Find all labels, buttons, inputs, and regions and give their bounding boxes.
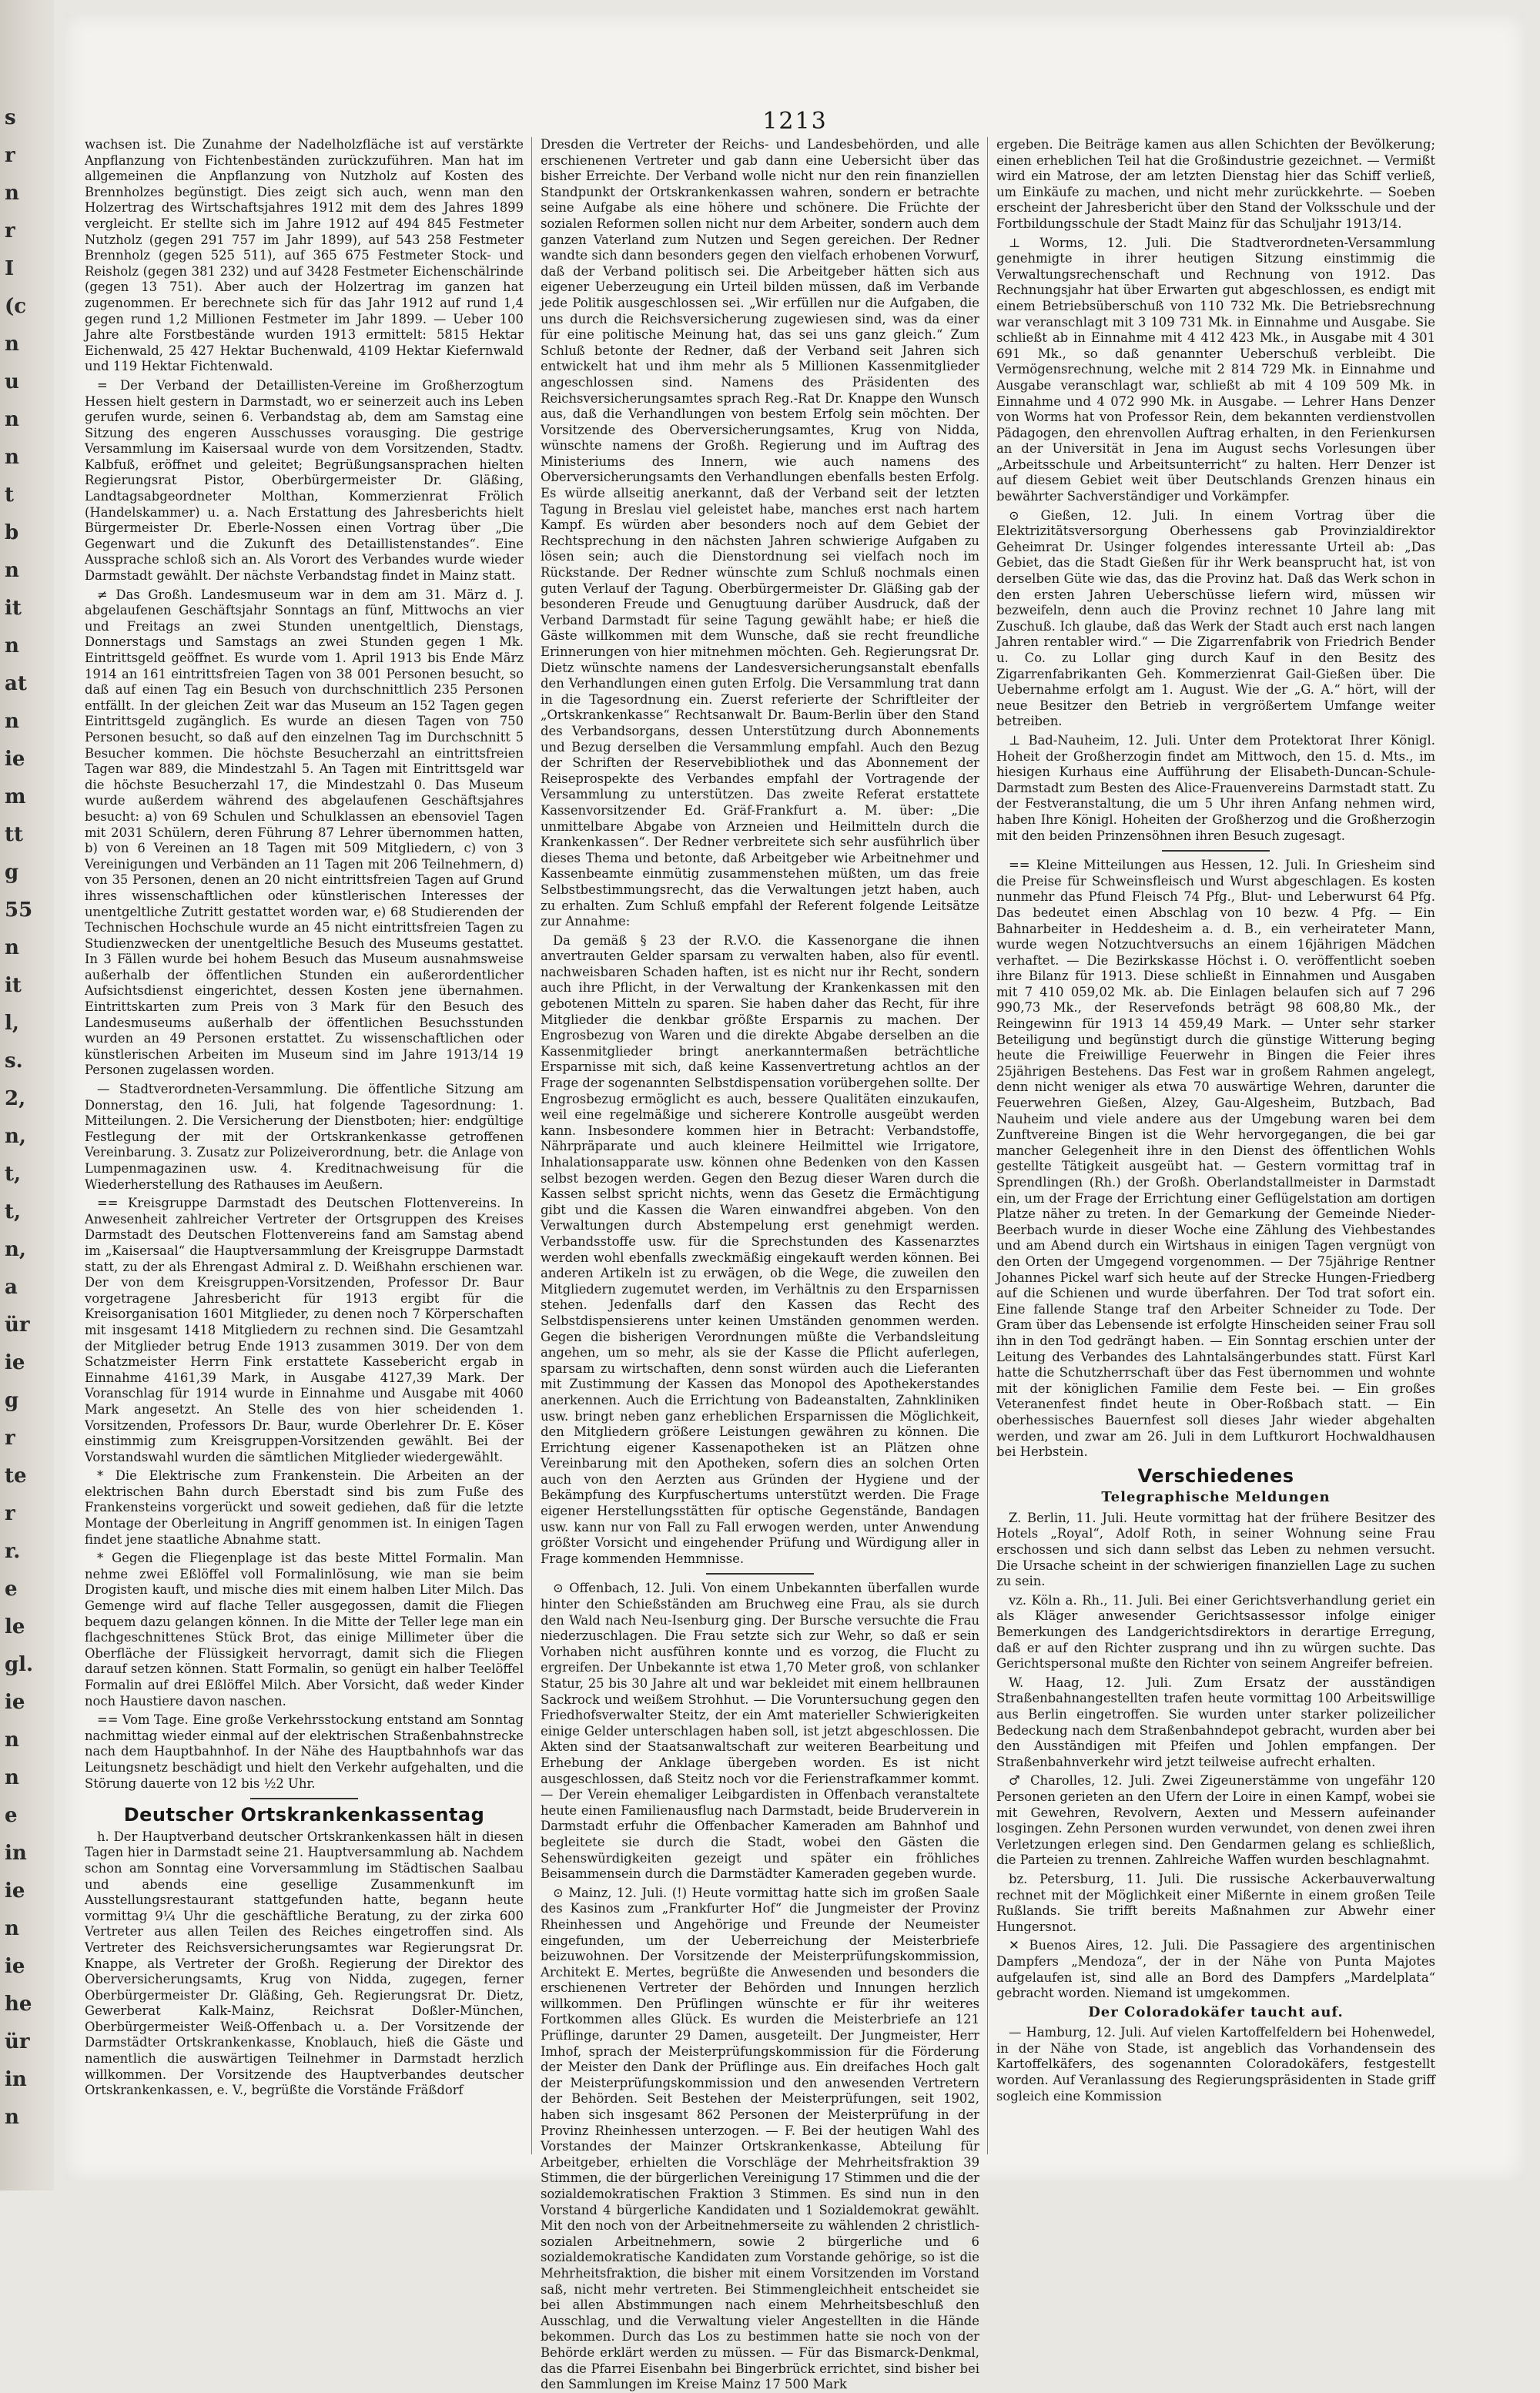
adjacent-page-fragment: n: [5, 936, 19, 959]
section-heading: Verschiedenes: [1137, 1464, 1294, 1487]
adjacent-page-fragment: g: [5, 1389, 19, 1412]
adjacent-page-fragment: n: [5, 408, 19, 431]
adjacent-page-fragment: s.: [5, 1049, 23, 1073]
article-paragraph: ⊥ Worms, 12. Juli. Die Stadtverordneten-Versammlung genehmigte in ihrer heutigen Sitzung einstimmig die Verwaltungsrechenschaft und Rechnung von 1912. Das Rechnungsjahr hat über Erwarten gut abgeschlossen, es endigt mit einem Betriebsüberschuß von 110 732 Mk. Die Betriebsrechnung war veranschlagt mit 3 109 731 Mk. in Einnahme und Ausgabe. Sie schließt ab in Einnahme mit 4 412 423 Mk., in Ausgabe mit 4 301 691 Mk., so daß genannter Ueberschuß verbleibt. Die Vermögensrechnung, welche mit 2 814 729 Mk. in Einnahme und Ausgabe veranschlagt war, schließt ab mit 4 109 509 Mk. in Einnahme und 4 072 990 Mk. in Ausgabe. — Lehrer Hans Denzer von Worms hat von Professor Rein, dem bekannten verdienstvollen Pädagogen, den ehrenvollen Auftrag erhalten, in den Ferienkursen an der Universität in Jena im August sechs Vorlesungen über „Arbeitsschule und Arbeitsunterricht“ zu halten. Herr Denzer ist auf diesem Gebiet weit über Deutschlands Grenzen hinaus ein bewährter Sachverständiger und Vorkämpfer.: [996, 235, 1435, 504]
adjacent-page-fragment: n: [5, 1917, 19, 1940]
adjacent-page-fragment: tt: [5, 823, 24, 846]
article-paragraph: Da gemäß § 23 der R.V.O. die Kassenorgane die ihnen anvertrauten Gelder sparsam zu verwalten haben, also für eventl. nachweisbaren Schaden haften, ist es nicht nur ihr Recht, sondern auch ihre Pflicht, in der Verwaltung der Krankenkassen mit den gebotenen Mitteln zu sparen. Sie haben daher das Recht, für ihre Mitglieder die denkbar größte Ersparnis zu machen. Der Engrosbezug von Waren und die direkte Abgabe derselben an die Kassenmitglieder bringt anerkanntermaßen beträchtliche Ersparnisse mit sich, daß keine Kassenvertretung achtlos an der Frage der sogenannten Selbstdispensation vorübergehen sollte. Der Engrosbezug ermöglicht es auch, bessere Qualitäten einzukaufen, weil eine regelmäßige und sicherere Kontrolle ausgeübt werden kann. Insbesondere kommen hier in Betracht: Verbandstoffe, Nährpräparate und auch kleinere Heilmittel wie Irrigatore, Inhalationsapparate usw. können ohne Bedenken von den Kassen selbst bezogen werden. Gegen den Bezug dieser Waren durch die Kassen selbst spricht nichts, wenn das Gesetz die Ermächtigung gibt und die Kassen die Waren einwandfrei abgeben. Von den Verwaltungen durch Abstempelung erst genehmigt werden. Verbandsstoffe usw. für die Sprechstunden des Kassenarztes werden wohl ebenfalls zweckmäßig eingekauft werden können. Bei anderen Artikeln ist zu erwägen, ob die Wege, die zuweilen den Mitgliedern zugemutet werden, im Verhältnis zu den Ersparnissen stehen. Jedenfalls darf den Kassen das Recht des Selbstdispensierens unter keinen Umständen genommen werden. Gegen die bisherigen Verordnungen müßte die Verbandsleitung angehen, um so mehr, als sie der Kasse die Pflicht auferlegen, sparsam zu wirtschaften, denn sonst würden auch die Lieferanten mit Zustimmung der Kassen das Monopol des Apothekerstandes anerkennen. Auch die Errichtung von Badeanstalten, Zahnkliniken usw. bringt neben ganz erheblichen Ersparnissen die Möglichkeit, den Mitgliedern größere Leistungen gewähren zu können. Die Errichtung eigener Kassenapotheken ist an Plätzen ohne Vereinbarung mit den Apotheken, sofern dies an solchen Orten auch von den Aerzten aus Gründen der Hygiene und der Bekämpfung des Kurpfuschertums unterstützt werden. Die Frage eigener Herstellungsstätten für optische Gegenstände, Bandagen usw. kann nur von Fall zu Fall erwogen werden, unter Anwendung größter Vorsicht und eingehender Prüfung und Würdigung aller in Frage kommenden Hemmnisse.: [541, 932, 979, 1566]
adjacent-page-fragment: le: [5, 1615, 25, 1638]
adjacent-page-fragment: e: [5, 1578, 18, 1601]
page-number: 1213: [762, 108, 828, 135]
article-paragraph: ⊙ Offenbach, 12. Juli. Von einem Unbekannten überfallen wurde hinter den Schießständen am Bruchweg eine Frau, als sie durch den Wald nach Neu-Isenburg ging. Der Bursche versuchte die Frau niederzuschlagen. Die Frau setzte sich zur Wehr, so daß er sein Vorhaben nicht ausführen konnte und es vorzog, die Flucht zu ergreifen. Der Unbekannte ist etwa 1,70 Meter groß, von schlanker Statur, 25 bis 30 Jahre alt und war bekleidet mit einem hellbraunen Sackrock und weißem Strohhut. — Die Voruntersuchung gegen den Friedhofsverwalter Steitz, der ein Amt materieller Schwierigkeiten einige Gelder unterschlagen haben soll, ist jetzt abgeschlossen. Die Akten sind der Staatsanwaltschaft zur weiteren Bearbeitung und Erhebung der Anklage übergeben worden. Es ist nicht ausgeschlossen, daß Steitz noch vor die Ferienstrafkammer kommt. — Der Verein ehemaliger Leibgardisten in Offenbach veranstaltete heute einen Familienausflug nach Darmstadt, beide Bruderverein in Darmstadt erfuhr die Offenbacher Kameraden am Bahnhof und begleitete sie durch die Stadt, wobei den Gästen die Sehenswürdigkeiten gezeigt und später ein fröhliches Beisammensein durch die Darmstädter Kameraden gegeben wurde.: [541, 1581, 979, 1882]
adjacent-page-fragment: n,: [5, 1238, 26, 1261]
adjacent-page-fragment: a: [5, 1276, 18, 1299]
article-paragraph: = Der Verband der Detaillisten-Vereine im Großherzogtum Hessen hielt gestern in Darmstadt, wo er seinerzeit auch ins Leben gerufen wurde, seinen 6. Verbandstag ab, dem am Samstag eine Sitzung des engeren Ausschusses vorausging. Die gestrige Versammlung im Kaisersaal wurde von dem Vorsitzenden, Stadtv. Kalbfuß, eröffnet und geleitet; Begrüßungsansprachen hielten Regierungsrat Pistor, Oberbürgermeister Dr. Gläßing, Landtagsabgeordneter Molthan, Kommerzienrat Frölich (Handelskammer) u. a. Nach Erstattung des Jahresberichts hielt Bürgermeister Dr. Eberle-Nossen einen Vortrag über „Die Gegenwart und die Zukunft des Detaillistenstandes“. Eine Aussprache schloß sich an. Als Vorort des Verbandes wurde wieder Darmstadt gewählt. Der nächste Verbandstag findet in Mainz statt.: [85, 377, 524, 584]
adjacent-page-fragment: t,: [5, 1200, 22, 1223]
section-divider: [1162, 850, 1270, 852]
adjacent-page-fragment: n: [5, 710, 19, 733]
adjacent-page-fragment: e: [5, 1804, 18, 1827]
adjacent-page-fragment: n: [5, 1766, 19, 1789]
article-paragraph: Z. Berlin, 11. Juli. Heute vormittag hat der frühere Besitzer des Hotels „Royal“, Adolf Roth, in seiner Wohnung seine Frau erschossen und sich dann selbst das Leben zu nehmen versucht. Die Ursache scheint in der schwierigen finanziellen Lage zu suchen zu sein.: [996, 1510, 1435, 1589]
article-paragraph: ✕ Buenos Aires, 12. Juli. Die Passagiere des argentinischen Dampfers „Mendoza“, der in der Nähe von Punta Majotes aufgelaufen ist, sind alle an Bord des Dampfers „Mardelplata“ gebracht worden. Niemand ist umgekommen.: [996, 1938, 1435, 2001]
article-paragraph: == Kreisgruppe Darmstadt des Deutschen Flottenvereins. In Anwesenheit zahlreicher Vertreter der Ortsgruppen des Kreises Darmstadt des Deutschen Flottenvereins fand am Samstag abend im „Kaisersaal“ die Hauptversammlung der Kreisgruppe Darmstadt statt, zu der als Ehrengast Admiral z. D. Weißhahn erschienen war. Der von dem Kreisgruppen-Vorsitzenden, Professor Dr. Baur vorgetragene Jahresbericht für 1913 ergibt für die Kreisorganisation 1601 Mitglieder, zu denen noch 7 Körperschaften mit insgesamt 1418 Mitgliedern zu rechnen sind. Die Gesamtzahl der Mitglieder betrug Ende 1913 zusammen 3019. Der von dem Schatzmeister Herrn Fink erstattete Kassebericht ergab in Einnahme 4161,39 Mark, in Ausgabe 4127,39 Mark. Der Voranschlag für 1914 wurde in Einnahme und Ausgabe mit 4060 Mark angesetzt. An Stelle des von hier scheidenden 1. Vorsitzenden, Professors Dr. Baur, wurde Oberlehrer Dr. E. Köser einstimmig zum Kreisgruppen-Vorsitzenden gewählt. Bei der Vorstandswahl wurden die sämtlichen Mitglieder wiedergewählt.: [85, 1196, 524, 1464]
adjacent-page-fragment: 55: [5, 899, 33, 922]
adjacent-page-fragment: it: [5, 974, 22, 997]
article-paragraph: ≠ Das Großh. Landesmuseum war in dem am 31. März d. J. abgelaufenen Geschäftsjahr Sonntags an fünf, Mittwochs an vier und Freitags an zwei Stunden unentgeltlich, Dienstags, Donnerstags und Samstags an zwei Stunden gegen 1 Mk. Eintrittsgeld geöffnet. Es wurde vom 1. April 1913 bis Ende März 1914 an 161 eintrittsfreien Tagen von 38 001 Personen besucht, so daß auf einen Tag ein Besuch von durchschnittlich 235 Personen entfällt. In der gleichen Zeit war das Museum an 152 Tagen gegen Eintrittsgeld zugänglich. Es wurde an diesen Tagen von 750 Personen besucht, so daß auf den einzelnen Tag im Durchschnitt 5 Besucher kommen. Die höchste Besucherzahl an eintrittsfreien Tagen war 889, die Mindestzahl 5. An Tagen mit Eintrittsgeld war die höchste Besucherzahl 17, die Mindestzahl 0. Das Museum wurde außerdem während des abgelaufenen Geschäftsjahres besucht: a) von 69 Schulen und Schulklassen an ebensoviel Tagen mit 2031 Schülern, deren Führung 87 Lehrer übernommen hatten, b) von 6 Vereinen an 18 Tagen mit 509 Mitgliedern, c) von 3 Vereinigungen und Verbänden an 11 Tagen mit 206 Teilnehmern, d) von 35 Personen, denen an 20 nicht eintrittsfreien Tagen auf Grund ihres wissenschaftlichen oder künstlerischen Interesses der unentgeltliche Zutritt gestattet worden war, e) 68 Studierenden der Technischen Hochschule wurde an 45 nicht eintrittsfreien Tagen zu Studienzwecken der unentgeltliche Besuch des Museums gestattet. In 3 Fällen wurde bei hohem Besuch das Museum ausnahmsweise außerhalb der öffentlichen Stunden ein außerordentlicher Aufsichtsdienst eingerichtet, dessen Kosten jene übernahmen. Eintrittskarten zum Preis von 3 Mark für den Besuch des Landesmuseums außerhalb der öffentlichen Besuchsstunden wurden an 49 Personen erstattet. Zu wissenschaftlichen oder künstlerischen Arbeiten im Museum sind im Jahre 1913/14 19 Personen zugelassen worden.: [85, 587, 524, 1078]
article-paragraph: ⊙ Mainz, 12. Juli. (!) Heute vormittag hatte sich im großen Saale des Kasinos zum „Frankfurter Hof“ die Jungmeister der Provinz Rheinhessen und Angehörige und Freunde der Neumeister eingefunden, um der Ueberreichung der Meisterbriefe beizuwohnen. Der Vorsitzende der Meisterprüfungskommission, Architekt E. Mertes, begrüßte die Anwesenden und besonders die erschienenen Vertreter der Behörden und Innungen herzlich willkommen. Den Prüflingen wünschte er für ihr weiteres Fortkommen alles Glück. Es wurden die Meisterbriefe an 121 Prüflinge, darunter 29 Damen, ausgeteilt. Der Jungmeister, Herr Imhof, sprach der Meisterprüfungskommission für die Förderung der Meister den Dank der Prüflinge aus. Ein dreifaches Hoch galt der Meisterprüfungskommission und den anwesenden Vertretern der Behörden. Seit Bestehen der Meisterprüfungen, seit 1902, haben sich insgesamt 862 Personen der Meisterprüfung in der Provinz Rheinhessen unterzogen. — F. Bei der heutigen Wahl des Vorstandes der Mainzer Ortskrankenkasse, Abteilung für Arbeitgeber, erhielten die Vorschläge der Mehrheitsfraktion 39 Stimmen, die der bürgerlichen Vereinigung 17 Stimmen und die der sozialdemokratischen Fraktion 3 Stimmen. Es sind nun in den Vorstand 4 bürgerliche Kandidaten und 1 Sozialdemokrat gewählt. Mit den noch von der Arbeitnehmerseite zu wählenden 2 christlich-sozialen Arbeitnehmern, sowie 2 bürgerliche und 6 sozialdemokratische Kandidaten zum Vorstande gehörige, so ist die Mehrheitsfraktion, die bisher mit einem Vorsitzenden im Vorstand saß, nicht mehr vertreten. Bei Stimmengleichheit entscheidet sie bei allen Abstimmungen nach einem Mehrheitsbeschluß den Ausschlag, und die Verwaltung vieler Angestellten in die Hände bekommen. Durch das Los zu bestimmen hatte sie noch von der Behörde erklärt werden zu müssen. — Für das Bismarck-Denkmal, das die Pfarrei Eisenbahn bei Bingerbrück errichtet, sind bisher bei den Sammlungen im Kreise Mainz 17 500 Mark: [541, 1885, 979, 2392]
adjacent-page-fragment: n: [5, 333, 19, 356]
article-paragraph: * Die Elektrische zum Frankenstein. Die Arbeiten an der elektrischen Bahn durch Eberstadt sind bis zum Fuße des Frankensteins vorgerückt und soweit gediehen, daß für die letzte Montage der Oberleitung in Angriff genommen ist. In einigen Tagen findet jene staatliche Abnahme statt.: [85, 1468, 524, 1547]
article-paragraph: ⊥ Bad-Nauheim, 12. Juli. Unter dem Protektorat Ihrer Königl. Hoheit der Großherzogin findet am Mittwoch, den 15. d. Mts., im hiesigen Kurhaus eine Aufführung der Elisabeth-Duncan-Schule-Darmstadt zum Besten des Alice-Frauenvereins Darmstadt statt. Zu der Festveranstaltung, die um 5 Uhr ihren Anfang nehmen wird, haben Ihre Königl. Hoheiten der Großherzog und die Großherzogin mit den beiden Prinzensöhnen ihren Besuch zugesagt.: [996, 732, 1435, 843]
section-divider: [706, 1573, 814, 1575]
adjacent-page-fragment: m: [5, 785, 26, 808]
article-paragraph: Dresden die Vertreter der Reichs- und Landesbehörden, und alle erschienenen Vertreter und gab dann eine Uebersicht über das bisher Erreichte. Der Verband wolle nicht nur den rein finanziellen Standpunkt der Ortskrankenkassen wahren, sondern er betrachte seine Aufgabe als eine höhere und schönere. Die Früchte der sozialen Reformen sollen nicht nur dem Arbeiter, sondern auch dem ganzen Vaterland zum Nutzen und Segen gereichen. Der Redner wandte sich dann besonders gegen den vielfach erhobenen Vorwurf, daß der Verband politisch sei. Die Arbeitgeber hätten sich aus eigener Ueberzeugung ein Urteil bilden müssen, daß im Verbande jede Politik ausgeschlossen sei. „Wir erfüllen nur die Aufgaben, die uns durch die Reichsversicherung zugewiesen sind, was da einer für eine politische Meinung hat, das sei uns ganz gleich.“ Zum Schluß betonte der Redner, daß der Verband seit Jahren sich entwickelt hat und ihm mehr als 5 Millionen Kassenmitglieder angeschlossen sind. Namens des Präsidenten des Reichsversicherungsamtes sprach Reg.-Rat Dr. Knappe den Wunsch aus, daß die Verhandlungen von bestem Erfolg sein möchten. Der Vorsitzende des Oberversicherungsamtes, Krug von Nidda, wünschte namens der Großh. Regierung und im Auftrag des Ministeriums des Innern, wie auch namens des Oberversicherungsamts den Verhandlungen ebenfalls besten Erfolg. Es würde allseitig anerkannt, daß der Verband seit der letzten Tagung in Breslau viel geleistet habe, manches erst nach hartem Kampf. Es würden aber besonders noch auf dem Gebiet der Rechtsprechung in den nächsten Jahren schwierige Aufgaben zu lösen sein; auch die Dienstordnung sei vielfach noch im Rückstande. Der Redner wünschte zum Schluß nochmals einen guten Verlauf der Tagung. Oberbürgermeister Dr. Gläßing gab der besonderen Freude und Genugtuung darüber Ausdruck, daß der Verband Darmstadt für seine Tagung gewählt habe; er hieß die Gäste willkommen mit dem Wunsche, daß sie recht freundliche Erinnerungen von hier mitnehmen möchten. Geh. Regierungsrat Dr. Dietz wünschte namens der Landesversicherungsanstalt ebenfalls den Verhandlungen einen guten Erfolg. Die Versammlung trat dann in die Tagesordnung ein. Zuerst referierte der Schriftleiter der „Ortskrankenkasse“ Rechtsanwalt Dr. Baum-Berlin über den Stand des Verbandsorgans, dessen Unterstützung durch Abonnements und Bezug derselben die Versammlung empfahl. Auch den Bezug der Schriften der Reservebibliothek und das Abonnement der Reiseprospekte des Verbandes empfahl der Vortragende der Versammlung zu unterstützen. Das zweite Referat erstattete Kassenvorsitzender Ed. Gräf-Frankfurt a. M. über: „Die unmittelbare Abgabe von Arzneien und Heilmitteln durch die Krankenkassen“. Der Redner verbreitete sich sehr ausführlich über dieses Thema und betonte, daß Arbeitgeber wie Arbeitnehmer und Kassenbeamte einmütig zusammenstehen müßten, um das freie Selbstbestimmungsrecht, das die Verwaltungen jetzt haben, auch zu erhalten. Zum Schluß empfahl der Referent folgende Leitsätze zur Annahme:: [541, 137, 979, 929]
article-paragraph: vz. Köln a. Rh., 11. Juli. Bei einer Gerichtsverhandlung geriet ein als Kläger anwesender Gerichtsassessor infolge einiger Bemerkungen des Landgerichtsdirektors in derartige Erregung, daß er auf den Richter zusprang und ihn zu würgen suchte. Das Gerichtspersonal mußte den Richter von seinem Angreifer befreien.: [996, 1592, 1435, 1672]
adjacent-page-fragment: at: [5, 672, 27, 695]
column-rule: [531, 137, 532, 2154]
article-paragraph: — Stadtverordneten-Versammlung. Die öffentliche Sitzung am Donnerstag, den 16. Juli, hat folgende Tagesordnung: 1. Mitteilungen. 2. Die Versicherung der Dienstboten; hier: endgültige Festlegung der mit der Ortskrankenkasse getroffenen Vereinbarung. 3. Zusatz zur Polizeiverordnung, betr. die Anlage von Lumpenmagazinen usw. 4. Kreditnachweisung für die Wiederherstellung des Rathauses im Aeußern.: [85, 1082, 524, 1192]
adjacent-page-fragment: (c: [5, 295, 27, 318]
adjacent-page-fragment: u: [5, 370, 19, 393]
adjacent-page-fragment: n,: [5, 1125, 26, 1148]
section-heading: Deutscher Ortskrankenkassentag: [123, 1804, 485, 1826]
adjacent-page-fragment: in: [5, 2068, 27, 2091]
adjacent-page-fragment: ie: [5, 1955, 25, 1978]
column-2: [541, 137, 979, 2392]
adjacent-page-fragment: gl.: [5, 1653, 34, 1676]
adjacent-page-fragment: n: [5, 634, 19, 658]
adjacent-page-fragment: b: [5, 521, 19, 544]
subsection-heading: Der Coloradokäfer taucht auf.: [1088, 2003, 1344, 2020]
article-paragraph: ♂ Charolles, 12. Juli. Zwei Zigeunerstämme von ungefähr 120 Personen gerieten an den Ufern der Loire in einen Kampf, wobei sie mit Gewehren, Revolvern, Aexten und Messern aufeinander losgingen. Zehn Personen wurden verwundet, von denen zwei ihren Verletzungen erlegen sind. Den Gendarmen gelang es schließlich, die Parteien zu trennen. Zahlreiche Waffen wurden beschlagnahmt.: [996, 1773, 1435, 1868]
article-paragraph: — Hamburg, 12. Juli. Auf vielen Kartoffelfeldern bei Hohenwedel, in der Nähe von Stade, ist angeblich das Vorhandensein des Kartoffelkäfers, des sogenannten Coloradokäfers, festgestellt worden. Auf Veranlassung des Regierungspräsidenten in Stade griff sogleich eine Kommission: [996, 2025, 1435, 2103]
adjacent-page-fragment: r: [5, 1502, 15, 1525]
article-paragraph: bz. Petersburg, 11. Juli. Die russische Ackerbauverwaltung rechnet mit der Möglichkeit einer Mißernte in einem großen Teile Rußlands. Sie trifft bereits Maßnahmen zur Abwehr einer Hungersnot.: [996, 1871, 1435, 1934]
adjacent-page-edge: [0, 0, 54, 2191]
adjacent-page-fragment: I: [5, 257, 15, 280]
adjacent-page-fragment: r: [5, 144, 15, 167]
adjacent-page-fragment: n: [5, 182, 19, 205]
adjacent-page-fragment: t,: [5, 1163, 22, 1186]
column-rule: [987, 137, 988, 2154]
adjacent-page-fragment: r: [5, 1427, 15, 1450]
adjacent-page-fragment: ie: [5, 1691, 25, 1714]
adjacent-page-fragment: te: [5, 1464, 27, 1488]
article-paragraph: * Gegen die Fliegenplage ist das beste Mittel Formalin. Man nehme zwei Eßlöffel voll Formalinlösung, wie man sie beim Drogisten kauft, und mische dies mit einem halben Liter Milch. Das Gemenge wird auf flache Teller ausgegossen, damit die Fliegen bequem dazu gelangen können. In die Mitte der Teller lege man ein flachgeschnittenes Stück Brot, das einige Millimeter über die Oberfläche der Flüssigkeit hervorragt, damit sich die Fliegen darauf setzen können. Statt Formalin, so genügt ein halber Teelöffel Formalin auf drei Eßlöffel Milch. Aber Vorsicht, daß weder Kinder noch Haustiere davon naschen.: [85, 1551, 524, 1709]
adjacent-page-fragment: l,: [5, 1012, 19, 1035]
column-1: [85, 137, 524, 2154]
subsection-heading: Telegraphische Meldungen: [1101, 1489, 1331, 1506]
adjacent-page-fragment: ie: [5, 748, 25, 771]
adjacent-page-fragment: n: [5, 559, 19, 582]
adjacent-page-fragment: ür: [5, 1314, 30, 1337]
article-paragraph: wachsen ist. Die Zunahme der Nadelholzfläche ist auf verstärkte Anpflanzung von Fichtenbeständen zurückzuführen. Man hat im allgemeinen die Anpflanzung von Nutzholz auf Kosten des Brennholzes begünstigt. Dies zeigt sich auch, wenn man den Holzertrag des Wirtschaftsjahres 1912 mit dem des Jahres 1899 vergleicht. Er stellte sich im Jahre 1912 auf 494 845 Festmeter Nutzholz (gegen 291 757 im Jahr 1899), auf 543 258 Festmeter Brennholz (gegen 525 511), auf 365 675 Festmeter Stock- und Reisholz (gegen 381 232) und auf 3428 Festmeter Eichenschälrinde (gegen 13 751). Aber auch der Holzertrag im ganzen hat zugenommen. Er berechnete sich für das Jahr 1912 auf rund 1,4 gegen rund 1,2 Millionen Festmeter im Jahr 1899. — Ueber 100 Jahre alte Forstbestände wurden 1913 ermittelt: 5815 Hektar Eichenwald, 25 427 Hektar Buchenwald, 4109 Hektar Kiefernwald und 119 Hektar Fichtenwald.: [85, 137, 524, 374]
article-paragraph: ergeben. Die Beiträge kamen aus allen Schichten der Bevölkerung; einen erheblichen Teil hat die Großindustrie gezeichnet. — Vermißt wird ein Matrose, der am letzten Dienstag hier das Schiff verließ, um Einkäufe zu machen, und nicht mehr zurückkehrte. — Soeben erscheint der Jahresbericht über den Stand der Volksschule und der Fortbildungsschule der Stadt Mainz für das Schuljahr 1913/14.: [996, 137, 1435, 231]
article-paragraph: == Kleine Mitteilungen aus Hessen, 12. Juli. In Griesheim sind die Preise für Schweinsfleisch und Wurst abgeschlagen. Es kosten nunmehr das Pfund Fleisch 74 Pfg., Blut- und Leberwurst 64 Pfg. Das bedeutet einen Abschlag von 10 bezw. 4 Pfg. — Ein Bahnarbeiter in Heddesheim a. d. B., ein verheirateter Mann, wurde wegen Notzuchtversuchs an einem 16jährigen Mädchen verhaftet. — Die Bezirkskasse Höchst i. O. veröffentlicht soeben ihre Bilanz für 1913. Diese schließt in Einnahmen und Ausgaben mit 7 410 059,02 Mk. ab. Die Einlagen belaufen sich auf 7 296 990,73 Mk., der Reservefonds beträgt 98 608,80 Mk., der Reingewinn für 1913 14 459,49 Mark. — Unter sehr starker Beteiligung und begünstigt durch die günstige Witterung beging heute die Freiwillige Feuerwehr in Bingen die Feier ihres 25jährigen Bestehens. Das Fest war in großem Rahmen angelegt, denn nicht weniger als etwa 70 auswärtige Wehren, darunter die Feuerwehren Gießen, Alzey, Gau-Algesheim, Butzbach, Bad Nauheim und viele andere aus der Umgebung waren bei dem Zunftvereine Bingen ist die Wehr hervorgegangen, die bei gar mancher Gelegenheit ihre in den Dienst des öffentlichen Wohls gestellte Tätigkeit ausgeübt hat. — Gestern vormittag traf in Sprendlingen (Rh.) der Großh. Oberlandstallmeister in Darmstadt ein, um der Frage der Errichtung einer Geflügelstation am dortigen Platze näher zu treten. In der Gemarkung der Gemeinde Nieder-Beerbach wurde in dieser Woche eine Zählung des Viehbestandes und am Abend durch ein Wirtshaus in einigen Tagen vergnügt von den Orten der Umgegend vorgenommen. — Der 75jährige Rentner Johannes Pickel warf sich heute auf der Strecke Hungen-Friedberg auf die Schienen und wurde überfahren. Der Tod trat sofort ein. Eine fallende Stange traf den Arbeiter Schneider zu Tode. Der Gram über das Lebensende ist erfolgte Hinscheiden seiner Frau soll ihn in den Tod gedrängt haben. — Ein Sonntag erschien unter der Leitung des Verbandes des Lahntalsängerbundes statt. Fürst Karl hatte die Schutzherrschaft über das Fest übernommen und wohnte mit der königlichen Familie dem Feste bei. — Ein großes Veteranenfest findet heute in Ober-Roßbach statt. — Ein oberhessisches Bauernfest soll dieses Jahr wieder abgehalten werden, und zwar am 26. Juli in dem Luftkurort Hochwaldhausen bei Herbstein.: [996, 858, 1435, 1460]
adjacent-page-fragment: n: [5, 446, 19, 469]
adjacent-page-fragment: it: [5, 597, 22, 620]
adjacent-page-fragment: s: [5, 106, 16, 129]
article-paragraph: h. Der Hauptverband deutscher Ortskrankenkassen hält in diesen Tagen hier in Darmstadt seine 21. Hauptversammlung ab. Nachdem schon am Sonntag eine Vorversammlung im Städtischen Saalbau und abends eine gesellige Zusammenkunft im Ausstellungsrestaurant stattgefunden hatte, begann heute vormittag 9¼ Uhr die geschäftliche Beratung, zu der zirka 600 Vertreter aus allen Teilen des Reiches eingetroffen sind. Als Vertreter des Reichsversicherungsamtes war Regierungsrat Dr. Knappe, als Vertreter der Großh. Regierung der Direktor des Oberversicherungsamts, Krug von Nidda, zugegen, ferner Oberbürgermeister Dr. Gläßing, Geh. Regierungsrat Dr. Dietz, Gewerberat Kalk-Mainz, Reichsrat Doßler-München, Oberbürgermeister Weiß-Offenbach u. a. Der Vorsitzende der Darmstädter Ortskrankenkasse, Knoblauch, hieß die Gäste und namentlich die auswärtigen Teilnehmer in Darmstadt herzlich willkommen. Der Vorsitzende des Hauptverbandes deutscher Ortskrankenkassen, e. V., begrüßte die Vorstände Fräßdorf: [85, 1829, 524, 2098]
adjacent-page-fragment: n: [5, 2106, 19, 2129]
adjacent-page-fragment: in: [5, 1842, 27, 1865]
adjacent-page-fragment: t: [5, 484, 15, 507]
adjacent-page-fragment: he: [5, 1993, 32, 2016]
adjacent-page-fragment: n: [5, 1729, 19, 1752]
adjacent-page-fragment: 2,: [5, 1087, 26, 1110]
article-paragraph: W. Haag, 12. Juli. Zum Ersatz der ausständigen Straßenbahnangestellten trafen heute vormittag 100 Arbeitswillige aus Berlin eingetroffen. Sie wurden unter starker polizeilicher Bedeckung nach dem Straßenbahndepot gebracht, wurden aber bei den Ausständigen mit Pfeifen und Johlen empfangen. Der Straßenbahnverkehr wird jetzt teilweise aufrecht erhalten.: [996, 1675, 1435, 1769]
article-paragraph: ⊙ Gießen, 12. Juli. In einem Vortrag über die Elektrizitätsversorgung Oberhessens gab Provinzialdirektor Geheimrat Dr. Usinger folgendes interessante Urteil ab: „Das Gebiet, das die Stadt Gießen für ihr Werk beansprucht hat, ist von derselben Güte wie das, das die Provinz hat. Daß das Werk schon in den ersten Jahren Ueberschüsse liefern wird, müssen wir bezweifeln, denn auch die Provinz rechnet 10 Jahre lang mit Zuschuß. Ich glaube, daß das Werk der Stadt auch erst nach langen Jahren rentabler wird.“ — Die Zigarrenfabrik von Friedrich Bender u. Co. zu Lollar ging durch Kauf in den Besitz des Zigarrenfabrikanten Geh. Kommerzienrat Gail-Gießen über. Die Uebernahme erfolgt am 1. August. Wie der „G. A.“ hört, will der neue Besitzer den Betrieb in vergrößertem Umfange weiter betreiben.: [996, 507, 1435, 729]
column-3: [996, 137, 1435, 2154]
adjacent-page-fragment: ie: [5, 1351, 25, 1374]
newspaper-page: [65, 14, 1525, 2392]
adjacent-page-fragment: g: [5, 861, 19, 884]
section-divider: [250, 1798, 358, 1799]
adjacent-page-fragment: r.: [5, 1540, 21, 1563]
adjacent-page-fragment: r: [5, 219, 15, 243]
adjacent-page-fragment: ie: [5, 1879, 25, 1903]
adjacent-page-fragment: ür: [5, 2030, 30, 2053]
article-paragraph: == Vom Tage. Eine große Verkehrsstockung entstand am Sonntag nachmittag wieder einmal auf der elektrischen Straßenbahnstrecke nach dem Hauptbahnhof. In der Nähe des Hauptbahnhofs war das Leitungsnetz beschädigt und hielt den Verkehr aufgehalten, und die Störung dauerte von 12 bis ½2 Uhr.: [85, 1712, 524, 1791]
